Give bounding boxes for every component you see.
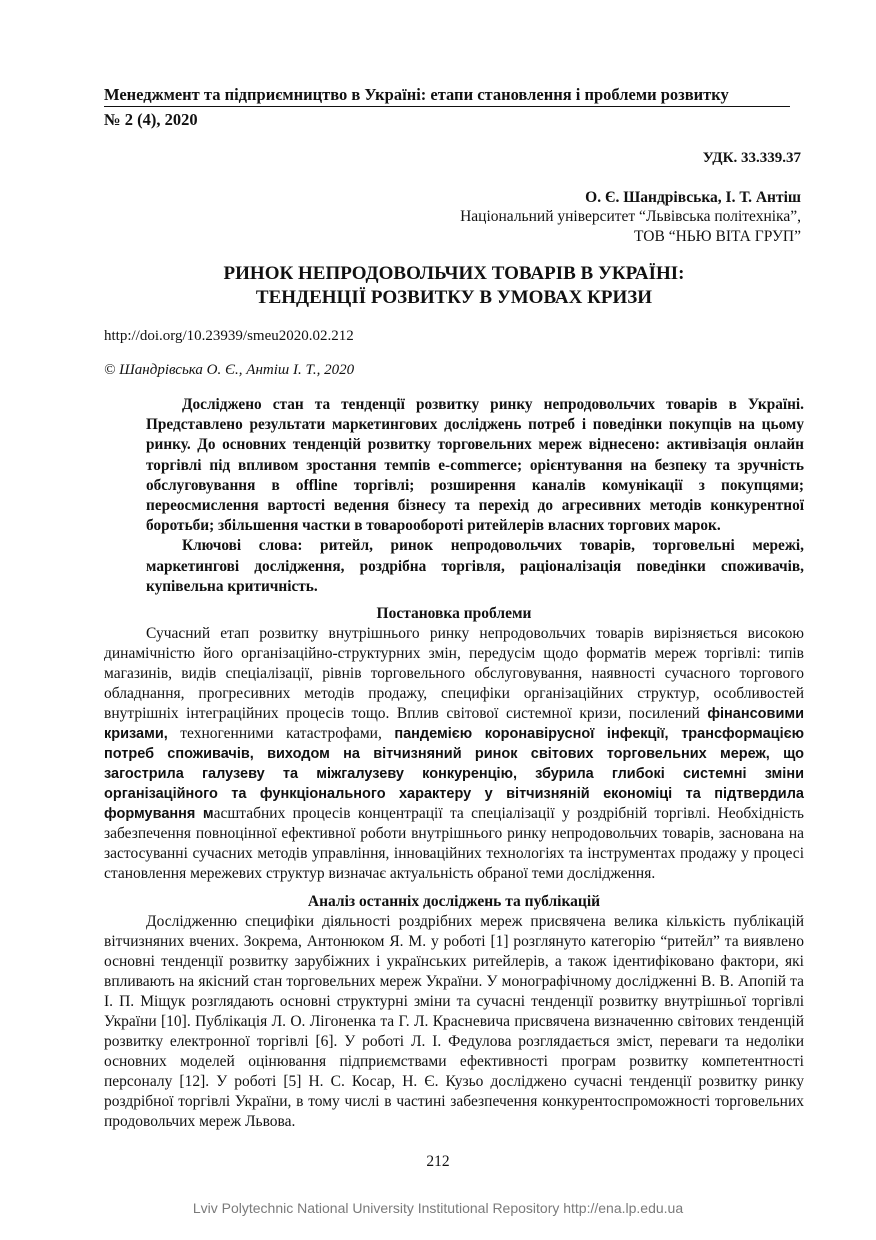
copyright-line: © Шандрівська О. Є., Антіш І. Т., 2020: [104, 362, 355, 378]
text-run: асштабних процесів концентрації та спеціалізації у роздрібній торгівлі. Необхідність забезпечення повноцінної ефективної роботи внутрішнього ринку непродовольчих товарів, заснована на застосуванні сучасних методів управління, інноваційних технологіях та інструментах продажу у процесі становлення мережевих структур визначає актуальність обраної теми дослідження.: [104, 805, 804, 882]
paragraph: [104, 624, 804, 884]
text-run: Сучасний етап розвитку внутрішнього ринку непродовольчих товарів вирізняється високою динамічністю його організаційно-структурних змін, передусім щодо форматів мереж торгівлі: типів магазинів, видів спеціалізації, рівнів торговельного обслуговування, наявності сучасного торгового обладнання, прогресивних методів продажу, специфіки організаційних структур, особливостей внутрішніх інтеграційних процесів тощо. Вплив світової системної кризи, посилений: [104, 625, 804, 722]
highlighted-text: фінансовими кризами,: [104, 706, 804, 742]
abstract-text: Досліджено стан та тенденції розвитку ринку непродовольчих товарів в Україні. Представлено результати маркетингових досліджень потреб і поведінки покупців на цьому ринку. До основних тенденцій розвитку торговельних мереж віднесено: активізація онлайн торгівлі під впливом зростання темпів e-commerce; орієнтування на безпеку та зручність обслуговування в offline торгівлі; розширення каналів комунікації з покупцями; переосмислення вартості ведення бізнесу та перехід до агресивних методів конкурентної боротьби; збільшення частки в товарообороті ритейлерів власних торгових марок.: [146, 396, 804, 535]
keywords: Ключові слова: ритейл, ринок непродовольчих товарів, торговельні мережі, маркетингові дослідження, роздрібна торгівля, раціоналізація поведінки споживачів, купівельна критичність.: [146, 537, 804, 595]
header-divider: [104, 106, 790, 107]
affiliations: [460, 207, 801, 247]
doi-link[interactable]: http://doi.org/10.23939/smeu2020.02.212: [104, 328, 354, 344]
article-title-line-2: ТЕНДЕНЦІЇ РОЗВИТКУ В УМОВАХ КРИЗИ: [255, 287, 653, 308]
paragraph: Дослідженню специфіки діяльності роздрібних мереж присвячена велика кількість публікацій вітчизняних вчених. Зокрема, Антонюком Я. М. у роботі [1] розглянуто категорію “ритейл” та виявлено основні тенденції розвитку зарубіжних і українських ритейлерів, а також ідентифіковано фактори, які впливають на якісний стан торговельних мереж України. У монографічному дослідженні В. В. Апопій та І. П. Міщук розглядають основні структурні зміни та сучасні тенденції розвитку внутрішньої торгівлі України [10]. Публікація Л. О. Лігоненка та Г. Л. Красневича присвячена визначенню світових тенденцій розвитку електронної торгівлі [6]. У роботі Л. І. Федулова розглядається зміст, переваги та недоліки основних моделей оцінювання підприємствами ефективності програм розвитку компетентності персоналу [12]. У роботі [5] Н. С. Косар, Н. Є. Кузьо досліджено сучасні тенденції розвитку ринку роздрібної торгівлі України, в тому числі в частині забезпечення конкурентоспроможності торговельних продовольчих мереж Львова.: [104, 913, 804, 1130]
highlighted-text: пандемією коронавірусної інфекції, трансформацією потреб споживачів, виходом на вітчизняний ринок світових торговельних мереж, що загострила галузеву та міжгалузеву конкуренцію, збурила глибокі системні зміни організаційного та функціонального характеру у вітчизняній економіці та підтвердила формування м: [104, 726, 804, 822]
section-literature-body: [104, 912, 804, 1132]
authors: О. Є. Шандрівська, І. Т. Антіш: [585, 189, 801, 206]
section-heading-literature: Аналіз останніх досліджень та публікацій: [307, 893, 601, 910]
section-problem-body: [104, 624, 804, 884]
page-number: 212: [426, 1153, 450, 1170]
abstract: [146, 395, 804, 597]
affiliation-company: ТОВ “НЬЮ ВІТА ГРУП”: [634, 228, 801, 245]
section-heading-problem: Постановка проблеми: [376, 605, 532, 622]
article-title-line-1: РИНОК НЕПРОДОВОЛЬЧИХ ТОВАРІВ В УКРАЇНІ:: [223, 263, 685, 284]
text-run: техногенними катастрофами,: [167, 725, 395, 742]
repository-footer: Lviv Polytechnic National University Institutional Repository http://ena.lp.edu.ua: [192, 1200, 684, 1216]
issue-number: № 2 (4), 2020: [104, 110, 198, 129]
udk-code: УДК. 33.339.37: [702, 150, 801, 166]
article-title: [104, 262, 804, 310]
journal-title: Менеджмент та підприємництво в Україні: етапи становлення і проблеми розвитку: [104, 85, 729, 104]
affiliation-university: Національний університет “Львівська політехніка”,: [460, 208, 801, 225]
